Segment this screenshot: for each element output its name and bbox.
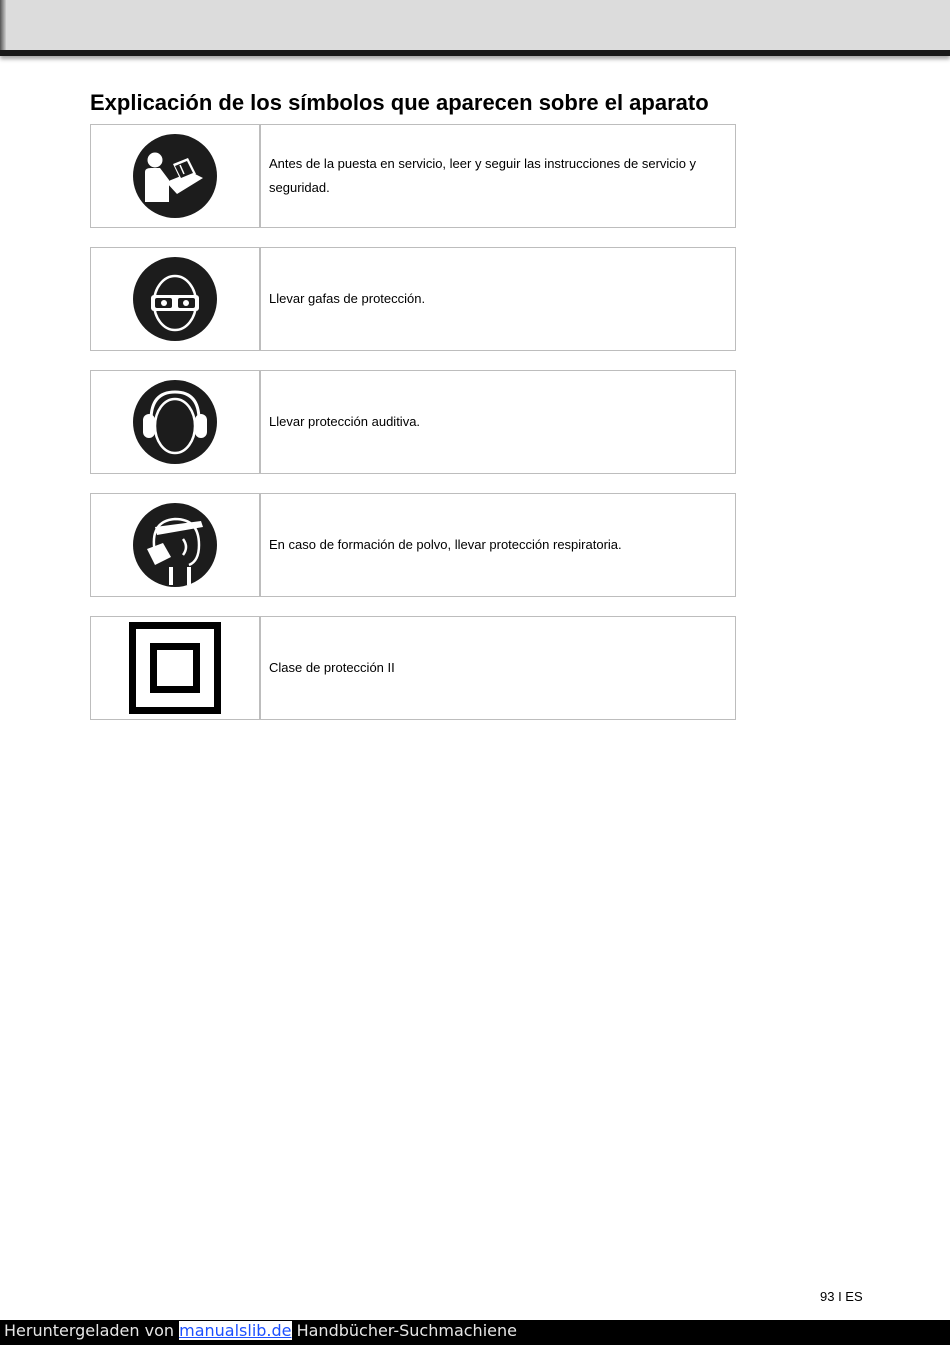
symbol-row-respirator — [90, 493, 736, 597]
symbol-description: Llevar protección auditiva. — [269, 414, 421, 429]
safety-goggles-icon — [133, 257, 217, 341]
read-manual-icon — [133, 134, 217, 218]
symbol-row-ear-protection — [90, 370, 736, 474]
symbol-cell — [91, 248, 261, 350]
download-footer — [0, 1320, 950, 1345]
symbol-description: En caso de formación de polvo, llevar protección respiratoria. — [269, 537, 622, 552]
symbol-description: Clase de protección II — [269, 660, 395, 675]
manualslib-link[interactable]: manualslib.de — [179, 1321, 292, 1340]
symbol-cell — [91, 371, 261, 473]
symbol-description: Antes de la puesta en servicio, leer y seguir las instrucciones de servicio y seguridad. — [269, 156, 697, 195]
symbol-cell — [91, 617, 261, 719]
ear-protection-icon — [133, 380, 217, 464]
symbol-row-goggles — [90, 247, 736, 351]
symbol-cell — [91, 494, 261, 596]
footer-suffix: Handbücher-Suchmachiene — [291, 1321, 517, 1340]
symbol-description: Llevar gafas de protección. — [269, 291, 426, 306]
symbol-cell — [91, 125, 261, 227]
header-bar — [0, 0, 950, 56]
symbol-row-manual — [90, 124, 736, 228]
protection-class-ii-icon — [129, 622, 221, 714]
page-number: 93 I ES — [820, 1289, 863, 1304]
respirator-mask-icon — [133, 503, 217, 587]
header-bar-edge — [0, 0, 6, 50]
symbol-row-protection-class — [90, 616, 736, 720]
page-title: Explicación de los símbolos que aparecen sobre el aparato — [90, 90, 709, 115]
footer-prefix: Heruntergeladen von — [4, 1321, 180, 1340]
